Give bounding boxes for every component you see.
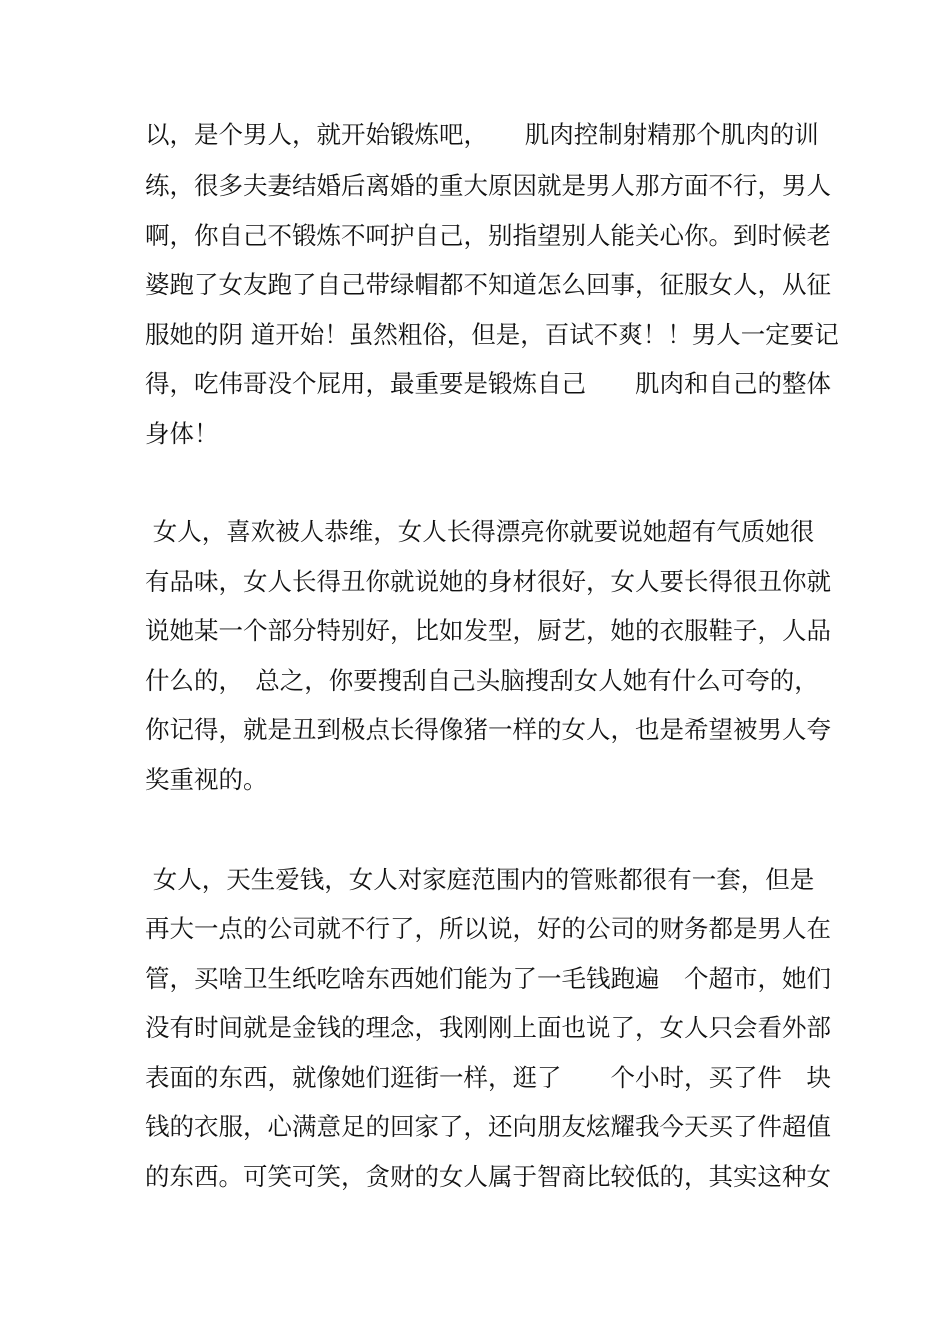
text-line: 女人，喜欢被人恭维，女人长得漂亮你就要说她超有气质她很 [145, 517, 815, 546]
text-line: 管，买啥卫生纸吃啥东西她们能为了一毛钱跑遍 个超市，她们 [145, 964, 831, 993]
text-line: 钱的衣服，心满意足的回家了，还向朋友炫耀我今天买了件超值 [145, 1112, 831, 1141]
text-line: 啊，你自己不锻炼不呵护自己，别指望别人能关心你。到时候老 [145, 221, 831, 250]
text-line: 得，吃伟哥没个屁用，最重要是锻炼自己 肌肉和自己的整体 [145, 369, 831, 398]
text-line: 以，是个男人，就开始锻炼吧， 肌肉控制射精那个肌肉的训 [145, 120, 819, 149]
text-line: 奖重视的。 [145, 765, 268, 794]
text-line: 再大一点的公司就不行了，所以说，好的公司的财务都是男人在 [145, 914, 831, 943]
text-line: 身体！ [145, 419, 219, 448]
text-line: 的东西。可笑可笑，贪财的女人属于智商比较低的，其实这种女 [145, 1162, 831, 1191]
text-line: 练，很多夫妻结婚后离婚的重大原因就是男人那方面不行，男人 [145, 171, 831, 200]
text-line: 什么的， 总之，你要搜刮自己头脑搜刮女人她有什么可夸的， [145, 666, 819, 695]
text-line: 没有时间就是金钱的理念，我刚刚上面也说了，女人只会看外部 [145, 1013, 831, 1042]
text-line: 婆跑了女友跑了自己带绿帽都不知道怎么回事，征服女人，从征 [145, 270, 831, 299]
text-line: 说她某一个部分特别好，比如发型，厨艺，她的衣服鞋子，人品 [145, 616, 831, 645]
text-line: 有品味，女人长得丑你就说她的身材很好，女人要长得很丑你就 [145, 567, 831, 596]
text-line: 表面的东西，就像她们逛街一样，逛了 个小时，买了件 块 [145, 1063, 831, 1092]
text-line: 女人，天生爱钱，女人对家庭范围内的管账都很有一套，但是 [145, 865, 815, 894]
text-line: 服她的阴 道开始！虽然粗俗，但是，百试不爽！！男人一定要记 [145, 320, 839, 349]
text-line: 你记得，就是丑到极点长得像猪一样的女人，也是希望被男人夸 [145, 715, 831, 744]
